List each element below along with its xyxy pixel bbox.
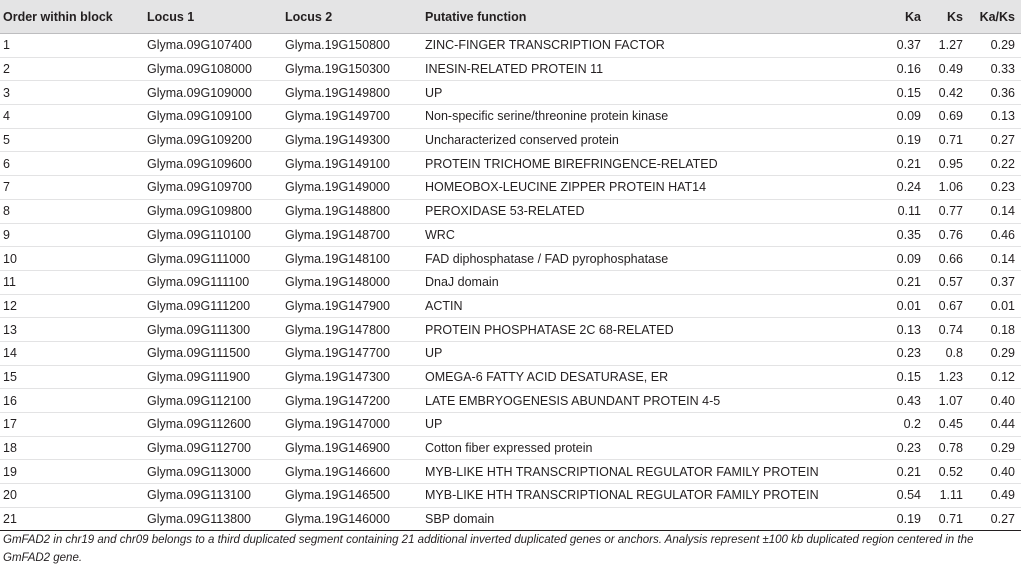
table-body: [0, 34, 1021, 531]
cell-ka: 0.15: [877, 81, 921, 105]
cell-putative-function: UP: [425, 81, 877, 105]
cell-ka-ks: 0.37: [963, 270, 1021, 294]
table-row: [0, 247, 1021, 271]
cell-order: 18: [0, 436, 147, 460]
table-row: [0, 128, 1021, 152]
table-row: [0, 507, 1021, 531]
cell-putative-function: INESIN-RELATED PROTEIN 11: [425, 57, 877, 81]
cell-putative-function: Uncharacterized conserved protein: [425, 128, 877, 152]
table-row: [0, 223, 1021, 247]
cell-ka: 0.43: [877, 389, 921, 413]
cell-ka-ks: 0.27: [963, 507, 1021, 531]
cell-locus-2: Glyma.19G148800: [285, 199, 425, 223]
cell-ks: 0.74: [921, 318, 963, 342]
cell-ka-ks: 0.13: [963, 105, 1021, 129]
cell-locus-1: Glyma.09G111500: [147, 341, 285, 365]
header-locus-1: Locus 1: [147, 0, 285, 34]
cell-ka-ks: 0.46: [963, 223, 1021, 247]
cell-locus-2: Glyma.19G149300: [285, 128, 425, 152]
table-row: [0, 176, 1021, 200]
cell-locus-2: Glyma.19G149700: [285, 105, 425, 129]
cell-order: 10: [0, 247, 147, 271]
cell-locus-1: Glyma.09G111300: [147, 318, 285, 342]
cell-putative-function: Cotton fiber expressed protein: [425, 436, 877, 460]
cell-locus-1: Glyma.09G111100: [147, 270, 285, 294]
cell-locus-1: Glyma.09G110100: [147, 223, 285, 247]
cell-order: 5: [0, 128, 147, 152]
cell-putative-function: MYB-LIKE HTH TRANSCRIPTIONAL REGULATOR FAMILY PROTEIN: [425, 460, 877, 484]
cell-ka: 0.23: [877, 436, 921, 460]
cell-locus-1: Glyma.09G112100: [147, 389, 285, 413]
table-row: [0, 460, 1021, 484]
cell-locus-2: Glyma.19G147200: [285, 389, 425, 413]
table-row: [0, 484, 1021, 508]
cell-putative-function: PROTEIN TRICHOME BIREFRINGENCE-RELATED: [425, 152, 877, 176]
cell-locus-1: Glyma.09G113800: [147, 507, 285, 531]
cell-order: 15: [0, 365, 147, 389]
table-row: [0, 105, 1021, 129]
header-row: [0, 0, 1021, 34]
cell-ka-ks: 0.29: [963, 341, 1021, 365]
cell-ks: 1.11: [921, 484, 963, 508]
cell-putative-function: UP: [425, 341, 877, 365]
table-row: [0, 152, 1021, 176]
cell-ka-ks: 0.33: [963, 57, 1021, 81]
cell-order: 3: [0, 81, 147, 105]
cell-locus-1: Glyma.09G109200: [147, 128, 285, 152]
cell-ka: 0.2: [877, 413, 921, 437]
cell-order: 21: [0, 507, 147, 531]
cell-order: 17: [0, 413, 147, 437]
cell-locus-2: Glyma.19G148000: [285, 270, 425, 294]
cell-locus-2: Glyma.19G147900: [285, 294, 425, 318]
header-locus-2: Locus 2: [285, 0, 425, 34]
cell-ka: 0.16: [877, 57, 921, 81]
cell-ks: 0.45: [921, 413, 963, 437]
table-row: [0, 318, 1021, 342]
cell-ks: 1.27: [921, 34, 963, 58]
cell-ka-ks: 0.27: [963, 128, 1021, 152]
cell-ka: 0.23: [877, 341, 921, 365]
cell-ka: 0.21: [877, 152, 921, 176]
cell-ka: 0.54: [877, 484, 921, 508]
cell-locus-1: Glyma.09G113000: [147, 460, 285, 484]
cell-putative-function: HOMEOBOX-LEUCINE ZIPPER PROTEIN HAT14: [425, 176, 877, 200]
cell-ka-ks: 0.23: [963, 176, 1021, 200]
cell-putative-function: LATE EMBRYOGENESIS ABUNDANT PROTEIN 4-5: [425, 389, 877, 413]
cell-ka-ks: 0.40: [963, 460, 1021, 484]
cell-locus-1: Glyma.09G113100: [147, 484, 285, 508]
cell-ka-ks: 0.29: [963, 436, 1021, 460]
cell-locus-1: Glyma.09G107400: [147, 34, 285, 58]
cell-ks: 0.76: [921, 223, 963, 247]
header-ka: Ka: [877, 0, 921, 34]
cell-order: 16: [0, 389, 147, 413]
table-row: [0, 389, 1021, 413]
cell-ka-ks: 0.22: [963, 152, 1021, 176]
cell-ka-ks: 0.36: [963, 81, 1021, 105]
table-row: [0, 436, 1021, 460]
cell-ks: 0.78: [921, 436, 963, 460]
header-ka-ks: Ka/Ks: [963, 0, 1021, 34]
cell-ka: 0.24: [877, 176, 921, 200]
cell-ks: 0.49: [921, 57, 963, 81]
cell-putative-function: MYB-LIKE HTH TRANSCRIPTIONAL REGULATOR FAMILY PROTEIN: [425, 484, 877, 508]
cell-putative-function: UP: [425, 413, 877, 437]
cell-order: 11: [0, 270, 147, 294]
table-row: [0, 34, 1021, 58]
cell-locus-2: Glyma.19G146500: [285, 484, 425, 508]
cell-order: 20: [0, 484, 147, 508]
table-row: [0, 341, 1021, 365]
cell-locus-2: Glyma.19G147700: [285, 341, 425, 365]
cell-putative-function: ACTIN: [425, 294, 877, 318]
cell-locus-2: Glyma.19G149000: [285, 176, 425, 200]
cell-ka: 0.21: [877, 270, 921, 294]
cell-locus-1: Glyma.09G111200: [147, 294, 285, 318]
cell-locus-2: Glyma.19G147300: [285, 365, 425, 389]
cell-locus-2: Glyma.19G146000: [285, 507, 425, 531]
cell-ka: 0.19: [877, 128, 921, 152]
cell-locus-1: Glyma.09G109700: [147, 176, 285, 200]
cell-locus-2: Glyma.19G150800: [285, 34, 425, 58]
cell-ks: 0.71: [921, 128, 963, 152]
cell-order: 6: [0, 152, 147, 176]
cell-ka: 0.15: [877, 365, 921, 389]
cell-ka-ks: 0.14: [963, 199, 1021, 223]
cell-order: 1: [0, 34, 147, 58]
table-row: [0, 270, 1021, 294]
cell-ks: 0.67: [921, 294, 963, 318]
cell-putative-function: PEROXIDASE 53-RELATED: [425, 199, 877, 223]
cell-ka-ks: 0.29: [963, 34, 1021, 58]
table-caption: GmFAD2 in chr19 and chr09 belongs to a third duplicated segment containing 21 additional inverted duplicated genes or anchors. Analysis represent ±100 kb duplicated region centered in the GmFAD2 gene.: [3, 534, 974, 564]
cell-locus-1: Glyma.09G108000: [147, 57, 285, 81]
cell-order: 9: [0, 223, 147, 247]
cell-locus-1: Glyma.09G109000: [147, 81, 285, 105]
cell-ka-ks: 0.01: [963, 294, 1021, 318]
cell-ks: 0.95: [921, 152, 963, 176]
cell-order: 2: [0, 57, 147, 81]
cell-ka: 0.01: [877, 294, 921, 318]
cell-order: 13: [0, 318, 147, 342]
cell-locus-2: Glyma.19G146900: [285, 436, 425, 460]
table-row: [0, 199, 1021, 223]
cell-ks: 0.66: [921, 247, 963, 271]
cell-locus-1: Glyma.09G112700: [147, 436, 285, 460]
cell-locus-2: Glyma.19G150300: [285, 57, 425, 81]
cell-ks: 1.07: [921, 389, 963, 413]
cell-putative-function: ZINC-FINGER TRANSCRIPTION FACTOR: [425, 34, 877, 58]
header-putative-function: Putative function: [425, 0, 877, 34]
cell-putative-function: WRC: [425, 223, 877, 247]
cell-ka-ks: 0.18: [963, 318, 1021, 342]
cell-order: 4: [0, 105, 147, 129]
cell-ks: 0.57: [921, 270, 963, 294]
header-order: Order within block: [0, 0, 147, 34]
cell-order: 7: [0, 176, 147, 200]
cell-order: 8: [0, 199, 147, 223]
cell-ks: 0.42: [921, 81, 963, 105]
cell-ka: 0.13: [877, 318, 921, 342]
table-row: [0, 413, 1021, 437]
cell-ka: 0.19: [877, 507, 921, 531]
table-row: [0, 294, 1021, 318]
cell-ka: 0.35: [877, 223, 921, 247]
cell-locus-1: Glyma.09G111900: [147, 365, 285, 389]
cell-locus-2: Glyma.19G149800: [285, 81, 425, 105]
cell-locus-2: Glyma.19G146600: [285, 460, 425, 484]
cell-ka: 0.21: [877, 460, 921, 484]
cell-ka-ks: 0.40: [963, 389, 1021, 413]
cell-locus-1: Glyma.09G112600: [147, 413, 285, 437]
cell-putative-function: FAD diphosphatase / FAD pyrophosphatase: [425, 247, 877, 271]
cell-ka-ks: 0.49: [963, 484, 1021, 508]
cell-locus-2: Glyma.19G147800: [285, 318, 425, 342]
table-row: [0, 365, 1021, 389]
cell-putative-function: OMEGA-6 FATTY ACID DESATURASE, ER: [425, 365, 877, 389]
cell-ks: 1.06: [921, 176, 963, 200]
table-header: [0, 0, 1021, 34]
cell-ka: 0.37: [877, 34, 921, 58]
cell-ka: 0.09: [877, 247, 921, 271]
cell-ka: 0.09: [877, 105, 921, 129]
cell-order: 14: [0, 341, 147, 365]
table-row: [0, 81, 1021, 105]
cell-ks: 0.77: [921, 199, 963, 223]
header-ks: Ks: [921, 0, 963, 34]
cell-ks: 0.52: [921, 460, 963, 484]
cell-order: 19: [0, 460, 147, 484]
cell-locus-2: Glyma.19G148100: [285, 247, 425, 271]
cell-locus-1: Glyma.09G111000: [147, 247, 285, 271]
cell-ka: 0.11: [877, 199, 921, 223]
cell-locus-1: Glyma.09G109600: [147, 152, 285, 176]
cell-ks: 1.23: [921, 365, 963, 389]
cell-locus-2: Glyma.19G149100: [285, 152, 425, 176]
cell-putative-function: PROTEIN PHOSPHATASE 2C 68-RELATED: [425, 318, 877, 342]
cell-order: 12: [0, 294, 147, 318]
cell-ka-ks: 0.44: [963, 413, 1021, 437]
cell-locus-2: Glyma.19G148700: [285, 223, 425, 247]
cell-locus-2: Glyma.19G147000: [285, 413, 425, 437]
cell-ks: 0.71: [921, 507, 963, 531]
cell-ks: 0.69: [921, 105, 963, 129]
cell-putative-function: SBP domain: [425, 507, 877, 531]
cell-locus-1: Glyma.09G109100: [147, 105, 285, 129]
cell-ka-ks: 0.14: [963, 247, 1021, 271]
cell-ks: 0.8: [921, 341, 963, 365]
cell-ka-ks: 0.12: [963, 365, 1021, 389]
cell-locus-1: Glyma.09G109800: [147, 199, 285, 223]
cell-putative-function: Non-specific serine/threonine protein kinase: [425, 105, 877, 129]
table-row: [0, 57, 1021, 81]
cell-putative-function: DnaJ domain: [425, 270, 877, 294]
